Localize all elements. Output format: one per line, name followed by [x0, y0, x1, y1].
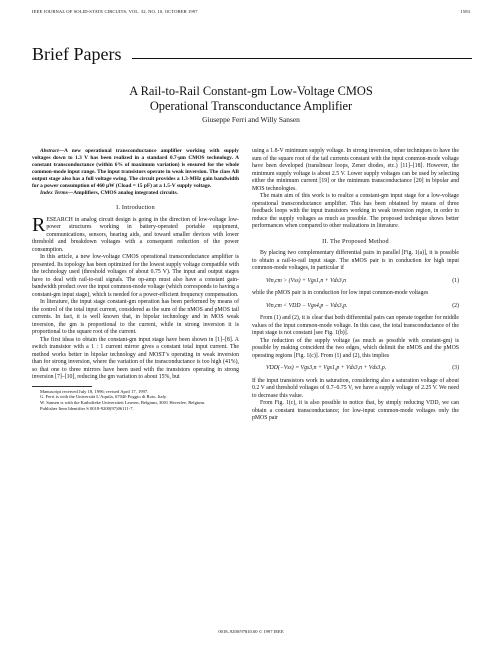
title-line-1: A Rail-to-Rail Constant-gm Low-Voltage CMOS	[129, 84, 373, 98]
footnote-sansen: W. Sansen is with the Katholieke Universiteit Leuven, Belgium, 3001 Heverlee, Belgium.	[40, 400, 206, 406]
equation-1-body: Vin,cm > (Vss) + Vgs1,n + Vds3,n	[266, 277, 347, 284]
equation-3-body: VDD(−Vss) = Vgs3,n + Vgs1,p + Vds3,n + Vds3,p.	[266, 365, 387, 371]
abstract	[32, 148, 239, 190]
title-line-2: Operational Transconductance Amplifier	[149, 98, 353, 113]
drop-cap: R	[32, 213, 46, 236]
page-number: 1583	[460, 9, 470, 14]
intro-paragraph-1-text: ESEARCH in analog circuit design is going in the direction of low-voltage low-power structures working in battery-operated portable equipment, communications, sensors, hearing aids, and toward smaller devices with lower threshold and breakdown voltages with a consequent reduction of the power consumption.	[32, 216, 239, 253]
right-column	[252, 148, 459, 423]
footnote-ferri: G. Ferri is with the Università L’Aquila, 67040 Poggio di Roio, Italy.	[40, 394, 167, 400]
method-paragraph-4: The reduction of the supply voltage (as much as possible with constant-gm) is possible by making coincident the two edges, which delimit the nMOS and the pMOS operating regions [Fig. 1(c)]. From (1) and (2), this implies	[252, 337, 459, 359]
index-terms-text: Amplifiers, CMOS analog integrated circuits.	[73, 190, 178, 196]
footnote-manuscript: Manuscript received July 18, 1996; revised April 17, 1997.	[40, 388, 149, 394]
intro-paragraph-5: using a 1.8-V minimum supply voltage. In strong inversion, other techniques to have the sum of the square root of the tail currents constant with the input common-mode voltage have been developed (translinear loops, Zener diodes, etc.) [11]–[18]. However, the minimum supply voltage is about 2.5 V. Lower supply voltages can be used by selecting either the minimum current [19] or the minimum transconductance [20] in bipolar and MOS technologies.	[252, 148, 459, 192]
index-terms	[32, 190, 239, 197]
intro-paragraph-6: The main aim of this work is to realize a constant-gm input stage for a low-voltage operational transconductance amplifier. This has been obtained by means of three feedback loops with the input transistors working in weak inversion region, in order to reduce the supply voltages as much as possible. The proposed technique shows better performances when compared to other realizations in literature.	[252, 193, 459, 229]
index-terms-label: Index Terms—	[40, 190, 74, 196]
method-paragraph-2: while the pMOS pair is in conduction for low input common-mode voltages	[252, 290, 429, 296]
equation-2-body: Vin,cm < VDD − Vgs4,p − Vds3,p.	[266, 302, 348, 309]
abstract-label: Abstract—	[40, 148, 64, 154]
copyright-footer: 0018–9200/97$10.00 © 1997 IEEE	[218, 629, 284, 634]
method-paragraph-1: By placing two complementary differential pairs in parallel [Fig. 1(a)], it is possible to obtain a rail-to-rail input stage. The nMOS pair is in conduction for high input common-mode voltages, in particular if	[252, 250, 459, 271]
method-paragraph-6: From Fig. 1(c), it is also possible to notice that, by simply reducing VDD, we can obtain a constant transconductance; for low-input common-mode voltages only the pMOS pair	[252, 400, 459, 421]
footnote-publisher-id: Publisher Item Identifier S 0018-9200(97)06111-7.	[40, 405, 134, 411]
journal-name: IEEE JOURNAL OF SOLID-STATE CIRCUITS, VOL. 32, NO. 10, OCTOBER 1997	[32, 9, 198, 14]
running-header	[32, 9, 470, 17]
section-heading-introduction: I. Introduction	[116, 204, 155, 211]
authors: Giuseppe Ferri and Willy Sansen	[202, 115, 300, 124]
heading-rule	[132, 58, 472, 59]
intro-paragraph-2: In this article, a new low-voltage CMOS operational transconductance amplifier is presented. Its topology has been optimized for the lowest supply voltage compatible with the technology used (threshold voltages of about 0.75 V). The input and output stages have to deal with rail-to-rail signals. The op-amp must also have a constant gain-bandwidth product over the input common-mode voltage (which corresponds to having a constant-gm input stage), which is needed for a power-efficient frequency compensation.	[32, 254, 239, 298]
method-paragraph-3: From (1) and (2), it is clear that both differential pairs can operate together for middle values of the input common-mode voltage. In this case, the total transconductance of the input stage is not constant [see Fig. 1(b)].	[252, 315, 459, 336]
equation-3	[266, 365, 459, 373]
section-heading-text: Brief Papers	[32, 44, 122, 64]
equation-1-number: (1)	[452, 277, 459, 284]
left-column	[32, 148, 239, 412]
brief-papers-heading	[32, 44, 472, 66]
equation-3-number: (3)	[452, 365, 459, 371]
equation-1	[266, 278, 459, 286]
equation-2-number: (2)	[452, 302, 459, 309]
section-heading-method: II. The Proposed Method	[322, 237, 389, 245]
intro-paragraph-1	[32, 213, 239, 255]
method-paragraph-5: If the input transistors work in saturation, considering also a saturation voltage of about 0.2 V and threshold voltages of 0.7–0.75 V, we have a supply voltage of 2.25 V. We need to decrease this value.	[252, 377, 459, 399]
paper-title	[0, 84, 502, 113]
intro-paragraph-4: The first ideas to obtain the constant-gm input stage have been shown in [1]–[8]. A switch transistor with a 1 : 1 current mirror gives a constant total input current. The method works better in bipolar technology and MOST’s operating in weak inversion than for strong inversion, where the variation of the transconductance is too high (41%), so that one to three mirrors have been used with the transistors operating in strong inversion [7]–[10], reducing the gm variation to about 15%, but	[32, 336, 239, 380]
abstract-text: A new operational transconductance amplifier working with supply voltages down to 1.3 V has been realized in a standard 0.7-μm CMOS technology. A constant transconductance (within 6% of maximum variation) is ensured for the whole common-mode input range. The input transistors operate in weak inversion. The class AB output stage also has a full voltage swing. The circuit provides a 1.3-MHz gain bandwidth for a power consumption of 460 μW (Cload = 15 pF) at a 1.5-V supply voltage.	[32, 148, 239, 189]
intro-paragraph-3: In literature, the input stage constant-gm operation has been performed by means of the control of the total input current, considered as the sum of the nMOS and pMOS tail currents. In fact, it is well known that, in bipolar technology and in MOS weak inversion, the gm is proportional to the current, while in strong inversion it is proportional to the square root of the current.	[32, 299, 239, 335]
equation-2	[266, 303, 459, 311]
footnote-rule	[32, 386, 92, 387]
